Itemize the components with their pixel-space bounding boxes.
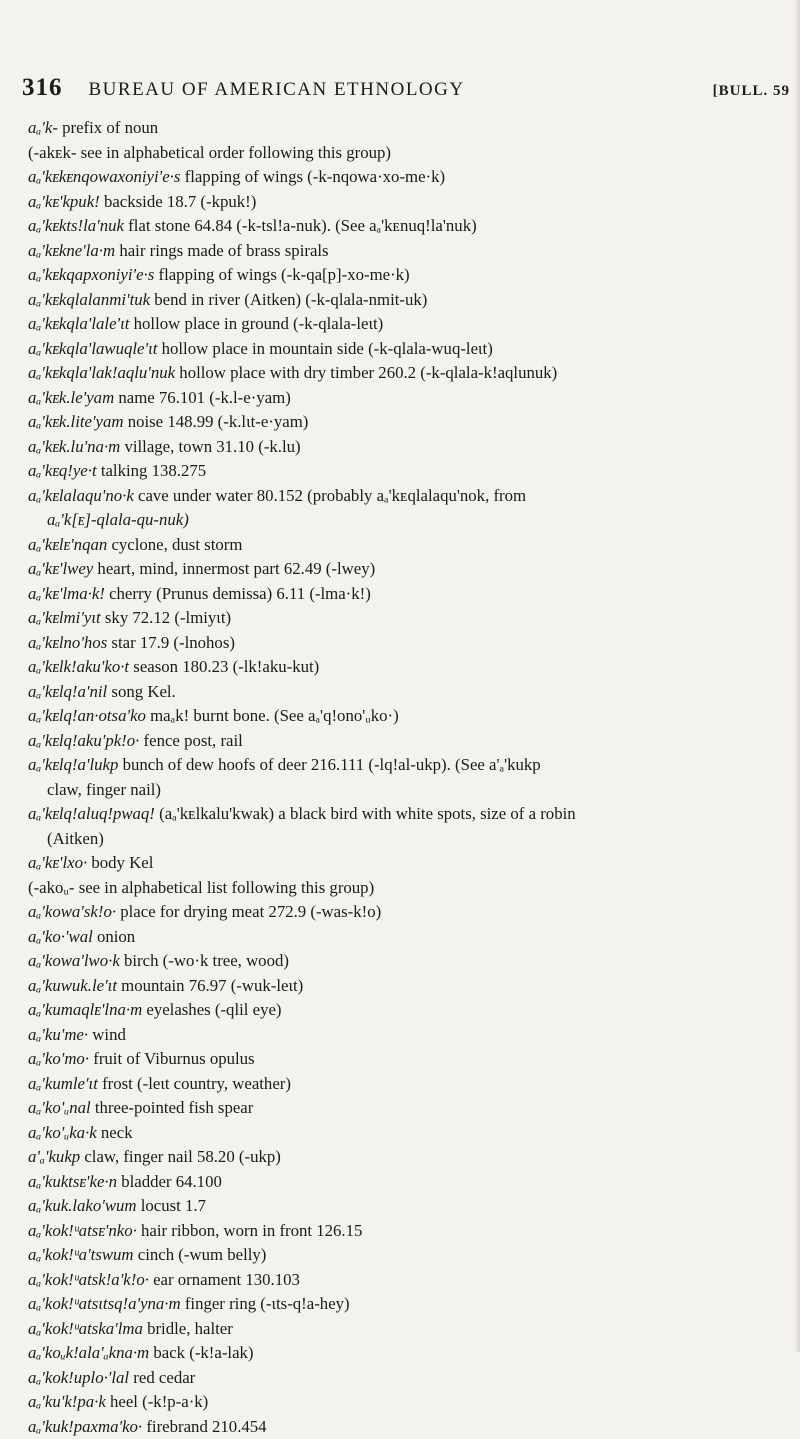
entry-headword: aₐ'kᴇq!ye·t [28,461,97,480]
entry-gloss: hair ribbon, worn in front 126.15 [137,1221,363,1240]
dictionary-entry [28,361,788,386]
entry-headword: aₐ'kowa'sk!o· [28,902,116,921]
dictionary-entry [28,729,788,754]
entry-headword: aₐ'k[ᴇ]-qlala-qu-nuk) [47,510,189,529]
entry-headword: a'ₐ'kukp [28,1147,80,1166]
entry-gloss: eyelashes (-qlil eye) [142,1000,281,1019]
bulletin-number: [BULL. 59 [713,83,790,100]
entry-headword: aₐ'kᴇ'lwey [28,559,93,578]
entry-gloss: hollow place with dry timber 260.2 (-k-qlala-k!aqlunuk) [175,363,557,382]
dictionary-entry [28,1268,788,1293]
entry-gloss: talking 138.275 [97,461,207,480]
dictionary-entry [28,435,788,460]
dictionary-entry [28,459,788,484]
entry-headword: aₐ'kok!ᵘatsɩtsq!a'yna·m [28,1294,181,1313]
entry-gloss: flapping of wings (-k-nqowa·xo-me·k) [180,167,445,186]
entry-gloss: claw, finger nail 58.20 (-ukp) [80,1147,281,1166]
entry-headword: aₐ'kᴇlno'hos [28,633,107,652]
entry-headword: aₐ'kᴇkqapxoniyi'e·s [28,265,154,284]
entry-headword: aₐ'ku'me· [28,1025,88,1044]
dictionary-entry [28,288,788,313]
entry-headword: aₐ'kᴇkqla'lale'ɩt [28,314,129,333]
entry-headword: aₐ'kᴇlᴇ'nqan [28,535,107,554]
dictionary-entry [28,141,788,166]
dictionary-entry [28,606,788,631]
entry-headword: aₐ'kᴇk.lu'na·m [28,437,120,456]
entry-headword: aₐ'kᴇlk!aku'ko·t [28,657,129,676]
dictionary-entry [28,974,788,999]
entry-headword: aₐ'kuktsᴇ'ke·n [28,1172,117,1191]
entry-headword: aₐ'kᴇlq!a'nil [28,682,107,701]
dictionary-entry [28,1366,788,1391]
entry-gloss: heel (-k!p-a·k) [106,1392,209,1411]
dictionary-entry [28,1047,788,1072]
dictionary-entry [28,1292,788,1317]
entry-headword: aₐ'kok!ᵘa'tswum [28,1245,134,1264]
entry-gloss: backside 18.7 (-kpuk!) [100,192,257,211]
dictionary-entry [28,239,788,264]
entry-gloss: red cedar [129,1368,195,1387]
dictionary-entry [28,484,788,509]
entry-gloss: locust 1.7 [137,1196,206,1215]
entry-headword: aₐ'kᴇ'kpuk! [28,192,100,211]
dictionary-entry [28,949,788,974]
dictionary-entry [28,312,788,337]
entry-headword: aₐ'kumaqlᴇ'lna·m [28,1000,142,1019]
entry-gloss: onion [93,927,135,946]
entry-gloss: ear ornament 130.103 [149,1270,300,1289]
entry-gloss: bridle, halter [143,1319,233,1338]
entry-gloss: hollow place in ground (-k-qlala-leɩt) [129,314,383,333]
entry-headword: aₐ'kᴇlq!aluq!pwaq! [28,804,155,823]
entry-gloss: flapping of wings (-k-qa[p]-xo-me·k) [154,265,409,284]
entry-headword: aₐ'k- [28,118,58,137]
dictionary-entry [28,116,788,141]
entry-gloss: fruit of Viburnus opulus [89,1049,255,1068]
dictionary-entry [28,1243,788,1268]
entry-gloss: finger ring (-ɩts-q!a-hey) [181,1294,350,1313]
dictionary-entry [28,680,788,705]
entry-headword: aₐ'koᵤk!ala'ₐkna·m [28,1343,149,1362]
dictionary-entry [28,557,788,582]
entry-gloss: cave under water 80.152 (probably aₐ'kᴇqlalaqu'nok, from [134,486,526,505]
dictionary-entry [28,1023,788,1048]
entry-gloss: maₐk! burnt bone. (See aₐ'q!ono'ᵤko·) [146,706,399,725]
entry-headword: aₐ'kᴇkqla'lak!aqlu'nuk [28,363,175,382]
entry-headword: aₐ'kᴇkne'la·m [28,241,115,260]
page-number: 316 [22,74,63,102]
dictionary-entry [28,1194,788,1219]
entry-headword: aₐ'kowa'lwo·k [28,951,120,970]
dictionary-entry [28,410,788,435]
dictionary-entry [28,802,788,827]
dictionary-entry [28,1317,788,1342]
entry-gloss: prefix of noun [58,118,158,137]
entry-gloss: cyclone, dust storm [107,535,242,554]
entry-gloss: birch (-wo·k tree, wood) [120,951,289,970]
entry-gloss: sky 72.12 (-lmiyɩt) [101,608,231,627]
dictionary-entry [28,1341,788,1366]
entry-headword: aₐ'kᴇ'lxo· [28,853,87,872]
dictionary-entry [28,533,788,558]
entry-gloss: village, town 31.10 (-k.lu) [120,437,300,456]
entry-gloss: hair rings made of brass spirals [115,241,328,260]
entry-headword: aₐ'kok!ᵘatska'lma [28,1319,143,1338]
entry-headword: aₐ'kᴇk.le'yam [28,388,114,407]
entry-gloss: bunch of dew hoofs of deer 216.111 (-lq!al-ukp). (See a'ₐ'kukp [118,755,540,774]
dictionary-entry [28,337,788,362]
entry-headword: aₐ'kuk!paxma'ko· [28,1417,142,1436]
dictionary-entry [28,704,788,729]
dictionary-entry [28,1170,788,1195]
entry-gloss: fence post, rail [139,731,242,750]
entry-headword: aₐ'kᴇkqlalanmi'tuk [28,290,150,309]
dictionary-entry [28,827,788,852]
entry-gloss: hollow place in mountain side (-k-qlala-wuq-leɩt) [157,339,492,358]
entry-gloss: cherry (Prunus demissa) 6.11 (-lma·k!) [105,584,371,603]
dictionary-entry [28,214,788,239]
entry-gloss: body Kel [87,853,153,872]
dictionary-entry [28,263,788,288]
dictionary-entry [28,1121,788,1146]
entry-headword: aₐ'kuwuk.le'ɩt [28,976,117,995]
dictionary-entry [28,1390,788,1415]
entry-gloss: place for drying meat 272.9 (-was-k!o) [116,902,381,921]
page-header [22,74,790,102]
entry-gloss: claw, finger nail) [47,780,161,799]
entry-headword: aₐ'kᴇkts!la'nuk [28,216,124,235]
dictionary-entry [28,386,788,411]
entry-headword: aₐ'kuk.lako'wum [28,1196,137,1215]
entry-gloss: (-akoᵤ- see in alphabetical list following this group) [28,878,374,897]
entry-gloss: (Aitken) [47,829,104,848]
entry-headword: aₐ'kᴇlq!an·otsa'ko [28,706,146,725]
entry-gloss: frost (-leɩt country, weather) [98,1074,291,1093]
entry-gloss: flat stone 64.84 (-k-tsl!a-nuk). (See aₐ'kᴇnuq!la'nuk) [124,216,477,235]
dictionary-entry [28,508,788,533]
entry-gloss: song Kel. [107,682,176,701]
entry-gloss: bend in river (Aitken) (-k-qlala-nmit-uk) [150,290,427,309]
entry-headword: aₐ'kumle'ɩt [28,1074,98,1093]
dictionary-entry [28,851,788,876]
entry-headword: aₐ'ku'k!pa·k [28,1392,106,1411]
dictionary-entry [28,1219,788,1244]
entry-headword: aₐ'kᴇlalaqu'no·k [28,486,134,505]
entry-list [28,116,788,1439]
entry-gloss: firebrand 210.454 [142,1417,266,1436]
dictionary-entry [28,876,788,901]
entry-gloss: season 180.23 (-lk!aku-kut) [129,657,319,676]
entry-headword: aₐ'kᴇkᴇnqowaxoniyi'e·s [28,167,180,186]
entry-gloss: (-akᴇk- see in alphabetical order following this group) [28,143,391,162]
entry-gloss: (aₐ'kᴇlkalu'kwak) a black bird with white spots, size of a robin [155,804,576,823]
dictionary-entry [28,753,788,778]
entry-gloss: wind [88,1025,126,1044]
entry-headword: aₐ'kᴇlmi'yɩt [28,608,101,627]
entry-gloss: three-pointed fish spear [91,1098,254,1117]
dictionary-entry [28,631,788,656]
entry-headword: aₐ'ko'ᵤnal [28,1098,91,1117]
entry-headword: aₐ'kok!ᵘatsᴇ'nko· [28,1221,137,1240]
running-head: BUREAU OF AMERICAN ETHNOLOGY [89,79,713,101]
entry-headword: aₐ'kᴇkqla'lawuqle'ɩt [28,339,157,358]
entry-gloss: star 17.9 (-lnohos) [107,633,235,652]
entry-gloss: cinch (-wum belly) [134,1245,267,1264]
entry-headword: aₐ'kok!uplo·'lal [28,1368,129,1387]
entry-headword: aₐ'ko·'wal [28,927,93,946]
dictionary-entry [28,1415,788,1439]
entry-gloss: mountain 76.97 (-wuk-leɩt) [117,976,303,995]
dictionary-entry [28,998,788,1023]
entry-headword: aₐ'ko'ᵤka·k [28,1123,97,1142]
dictionary-entry [28,925,788,950]
entry-gloss: noise 148.99 (-k.lɩt-e·yam) [124,412,309,431]
entry-gloss: neck [97,1123,133,1142]
entry-headword: aₐ'kok!ᵘatsk!a'k!o· [28,1270,149,1289]
dictionary-entry [28,1145,788,1170]
entry-headword: aₐ'kᴇk.lite'yam [28,412,124,431]
dictionary-entry [28,165,788,190]
entry-headword: aₐ'kᴇlq!a'lukp [28,755,118,774]
dictionary-entry [28,778,788,803]
dictionary-entry [28,190,788,215]
dictionary-entry [28,655,788,680]
dictionary-entry [28,1096,788,1121]
entry-headword: aₐ'kᴇlq!aku'pk!o· [28,731,139,750]
entry-gloss: heart, mind, innermost part 62.49 (-lwey) [93,559,375,578]
entry-gloss: back (-k!a-lak) [149,1343,253,1362]
entry-headword: aₐ'kᴇ'lma·k! [28,584,105,603]
dictionary-entry [28,900,788,925]
page-edge-shadow [794,0,800,1352]
entry-headword: aₐ'ko'mo· [28,1049,89,1068]
dictionary-entry [28,1072,788,1097]
entry-gloss: name 76.101 (-k.l-e·yam) [114,388,291,407]
entry-gloss: bladder 64.100 [117,1172,222,1191]
dictionary-entry [28,582,788,607]
